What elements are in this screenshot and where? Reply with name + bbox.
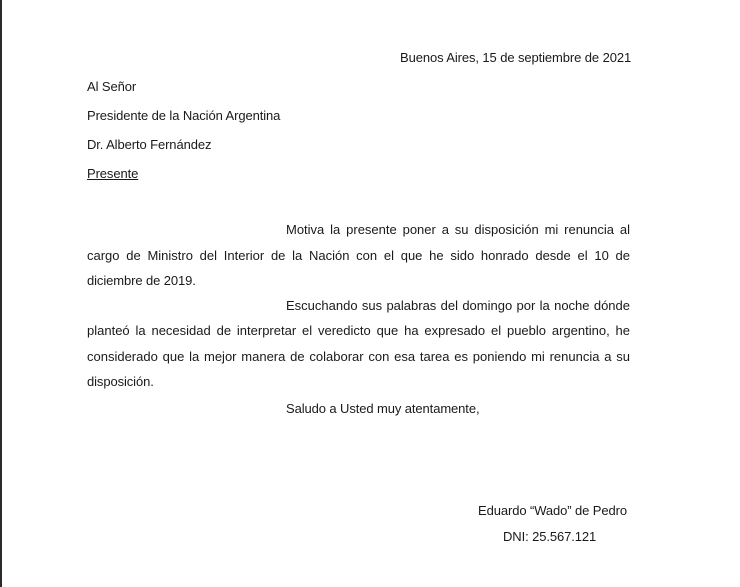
page-left-border bbox=[0, 0, 2, 587]
paragraph-2-line-4: disposición. bbox=[87, 374, 154, 389]
paragraph-2-line-2: planteó la necesidad de interpretar el veredicto que ha expresado el pueblo argentino, he bbox=[87, 323, 630, 338]
closing: Saludo a Usted muy atentamente, bbox=[286, 401, 480, 416]
paragraph-1-line-2: cargo de Ministro del Interior de la Nación con el que he sido honrado desde el 10 de bbox=[87, 248, 630, 263]
signature-dni: DNI: 25.567.121 bbox=[503, 529, 597, 544]
recipient-presente: Presente bbox=[87, 166, 139, 181]
signature-name: Eduardo “Wado” de Pedro bbox=[478, 503, 627, 518]
paragraph-2-line-3: considerado que la mejor manera de colaborar con esa tarea es poniendo mi renuncia a su bbox=[87, 349, 630, 364]
recipient-salutation: Al Señor bbox=[87, 79, 137, 94]
recipient-title: Presidente de la Nación Argentina bbox=[87, 108, 281, 123]
paragraph-1-line-3: diciembre de 2019. bbox=[87, 273, 196, 288]
recipient-name: Dr. Alberto Fernández bbox=[87, 137, 212, 152]
place-and-date: Buenos Aires, 15 de septiembre de 2021 bbox=[400, 50, 632, 65]
paragraph-1-line-1: Motiva la presente poner a su disposición mi renuncia al bbox=[286, 222, 630, 237]
paragraph-2-line-1: Escuchando sus palabras del domingo por la noche dónde bbox=[286, 298, 630, 313]
